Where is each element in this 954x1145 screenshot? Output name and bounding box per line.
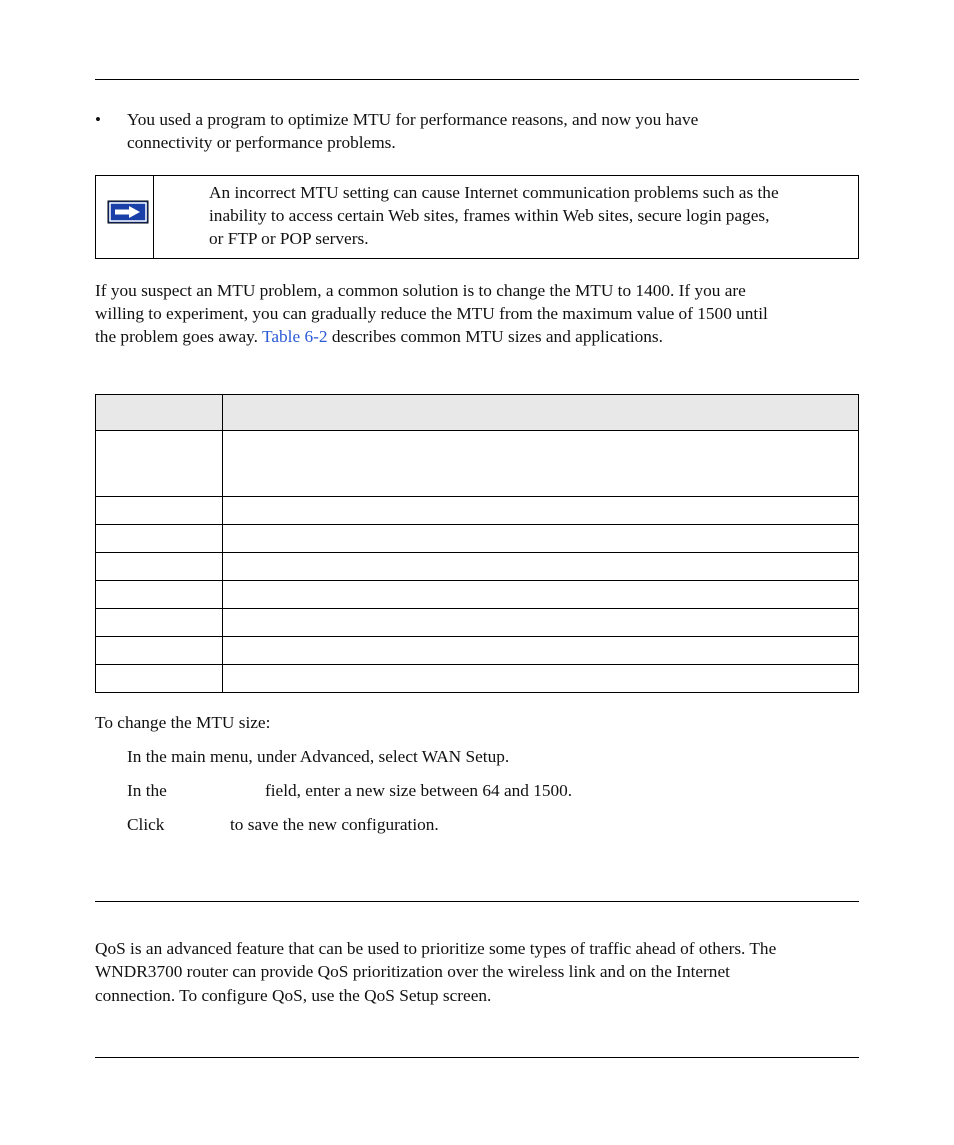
table-header-application bbox=[223, 395, 859, 431]
step-1: In the main menu, under Advanced, select WAN Setup. bbox=[127, 747, 510, 766]
table-cell-application bbox=[223, 581, 859, 609]
step-3-pre: Click bbox=[127, 815, 165, 834]
table-cell-application bbox=[223, 553, 859, 581]
table-cell-application bbox=[223, 637, 859, 665]
note-divider bbox=[153, 176, 154, 258]
table-row bbox=[96, 553, 859, 581]
table-cell-size bbox=[96, 665, 223, 693]
note-line-2: inability to access certain Web sites, frames within Web sites, secure login pages, bbox=[209, 206, 770, 225]
para1-line-2: willing to experiment, you can gradually reduce the MTU from the maximum value of 1500 until bbox=[95, 304, 768, 323]
para1-line-3-post: describes common MTU sizes and applications. bbox=[327, 327, 663, 346]
table-row bbox=[96, 431, 859, 497]
table-row bbox=[96, 525, 859, 553]
para1-line-3 bbox=[95, 325, 663, 348]
note-line-1: An incorrect MTU setting can cause Internet communication problems such as the bbox=[209, 183, 779, 202]
footer-rule bbox=[95, 1057, 859, 1058]
table-cell-size bbox=[96, 637, 223, 665]
table-cell-size bbox=[96, 553, 223, 581]
table-row bbox=[96, 581, 859, 609]
table-cell-size bbox=[96, 609, 223, 637]
table-cell-application bbox=[223, 431, 859, 497]
para2-line-2: WNDR3700 router can provide QoS prioritization over the wireless link and on the Internet bbox=[95, 962, 730, 981]
table-cell-size bbox=[96, 525, 223, 553]
table-header-size bbox=[96, 395, 223, 431]
note-box bbox=[95, 175, 859, 259]
mtu-sizes-table bbox=[95, 394, 859, 693]
table-cell-application bbox=[223, 525, 859, 553]
para1-line-1: If you suspect an MTU problem, a common solution is to change the MTU to 1400. If you are bbox=[95, 281, 746, 300]
table-row bbox=[96, 497, 859, 525]
table-row bbox=[96, 665, 859, 693]
step-3-post: to save the new configuration. bbox=[230, 815, 439, 834]
table-cell-application bbox=[223, 609, 859, 637]
table-cell-size bbox=[96, 497, 223, 525]
bullet-text-line-2: connectivity or performance problems. bbox=[127, 133, 396, 152]
table-cell-size bbox=[96, 581, 223, 609]
table-6-2-link[interactable]: Table 6-2 bbox=[262, 327, 328, 346]
table-header-row bbox=[96, 395, 859, 431]
bullet-marker: • bbox=[95, 110, 101, 129]
note-line-3: or FTP or POP servers. bbox=[209, 229, 369, 248]
step-2-pre: In the bbox=[127, 781, 167, 800]
steps-intro: To change the MTU size: bbox=[95, 713, 271, 732]
para2-line-1: QoS is an advanced feature that can be used to prioritize some types of traffic ahead of others. The bbox=[95, 939, 777, 958]
table-cell-size bbox=[96, 431, 223, 497]
para2-line-3: connection. To configure QoS, use the QoS Setup screen. bbox=[95, 986, 492, 1005]
step-2-post: field, enter a new size between 64 and 1500. bbox=[265, 781, 573, 800]
bullet-text-line-1: You used a program to optimize MTU for performance reasons, and now you have bbox=[127, 110, 699, 129]
section-rule bbox=[95, 901, 859, 902]
note-text bbox=[209, 181, 854, 250]
para1-line-3-pre: the problem goes away. bbox=[95, 327, 263, 346]
top-rule bbox=[95, 79, 859, 80]
table-cell-application bbox=[223, 497, 859, 525]
arrow-right-icon bbox=[107, 200, 149, 224]
table-cell-application bbox=[223, 665, 859, 693]
table-row bbox=[96, 609, 859, 637]
table-row bbox=[96, 637, 859, 665]
